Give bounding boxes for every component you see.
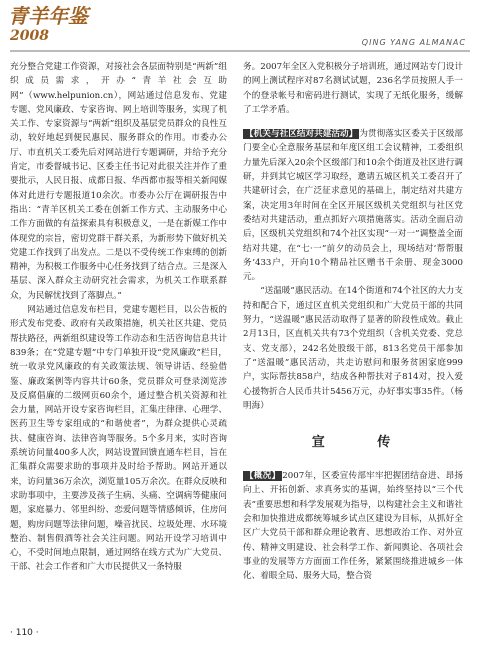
almanac-brand-year: 2008: [10, 28, 49, 44]
section-overview: [243, 469, 463, 583]
section-tag-community: 【机关与社区结对共建活动】: [245, 129, 358, 140]
page-number: · 110 ·: [10, 628, 39, 638]
right-paragraph-1: 务。2007年全区入党积极分子培训班，通过网站专门设计的网上测试程序对87名测试试题，236名学员按照人手一个的登录帐号和密码进行测试，实现了无纸化服务，缓解了工学矛盾。: [243, 62, 463, 115]
header-english-title: QING YANG ALMANAC: [361, 38, 466, 47]
header-rule: [10, 50, 470, 52]
almanac-brand-title: 青羊年鉴: [8, 4, 88, 28]
left-paragraph-2: 网站通过信息发布栏目，党建专题栏目，以公告板的形式发布党委、政府有关政策措施，机关社区共建、党员帮扶路径，两新组织建设等工作动态和生活咨询信息共计839条；在“党建专题”中专门单独开设“党风廉政”栏目，统一收录党风廉政的有关政策法规、领导讲话、经验借鉴、廉政案例等内容共计60条，党员群众可登录浏览涉及反腐倡廉的二级网页60余个，通过整合机关资源和社会力量，网站开设专家咨询栏目，汇集庄律律、心理学、医药卫生等专家组成的“和谐使者”，为群众提供心灵疏扶、健康咨询、法律咨询等服务。5个多月来，实时咨询系统访问量400多人次，网站设置回馈直通车栏目，旨在汇集群众需要求助的事项并及时给予帮助。网站开通以来，访问量36万余次，浏览量105万余次。在群众反映和求助事项中，主要涉及孩子生病、头痛、空调病等健康问题，家庭暴力、邻里纠纷、恋爱问题等情感倾诉，住房问题，购房问题等法律问题，噪音扰民、垃圾处理、水环境整治、制售假酒等社会关注问题。网站开设学习培训中心，不受时间地点限制，通过网络在线方式为广大党员、干部、社会工作者和广大市民提供又一条特服: [10, 305, 227, 573]
left-column: [10, 60, 227, 575]
right-column: [243, 60, 463, 584]
right-paragraph-warmth: “送温暖”惠民活动。在14个街道和74个社区的大力支持和配合下，通过区直机关党组织和广大党员干部的共同努力，“送温暖”惠民活动取得了显著的阶段性成效。截止2月13日，区直机关共有73个党组织（含机关党委、党总支、党支部），242名处股级干部，813名党员干部参加了“送温暖”惠民活动，共走访慰问和服务贫困家庭999户，实际帮扶858户，结成各种帮扶对子814对，投入爱心援物折合人民币共计5456万元，办好事实事35件。（杨明海）: [243, 286, 463, 411]
page-header: [0, 0, 480, 62]
section-community-text: 为贯彻落实区委关于区级部门要全心全意服务基层和年度区组工会议精神，工委组织力量先后深入20余个区级部门和10余个街道及社区进行调研，并到其它城区学习取经，邀请五城区机关工委召开了共建研讨会，在广泛征求意见的基础上，制定结对共建方案，决定用3年时间在全区开展区级机关党组织与社区党委结对共建活动，重点抓好六项措施落实。活动全面启动后，区级机关党组织和74个社区实现“一对一”调整盖全面结对共建，在“七·一”前夕的动员会上，现场结对‘帮帮服务’433户，开向10个精品社区赠书千余册、现金3000元。: [243, 129, 463, 283]
section-overview-text: 2007年，区委宣传部牢牢把握团结奋进、昂扬向上、开拓创新、求真务实的基调，始终坚持以“三个代表”重要思想和科学发展观为指导，以构建社会主义和谐社会和加快推进成都统筹城乡试点区建设为目标，从抓好全区广大党员干部和群众理论教育、思想政治工作、对外宣传、精神文明建设、社会科学工作、新闻舆论、各项社会事业的发展等方方面面工作任务，紧紧围绕推进城乡一体化、着眼全局、服务大局，整合资: [243, 471, 463, 582]
section-tag-overview: 【概况】: [245, 471, 281, 482]
section-community-partnership: [243, 127, 463, 284]
left-paragraph-1: 充分整合党建工作资源，对接社会各层面特别是“两新”组织成员需求，开办“青羊社会互助网”（www.helpunion.cn），网站通过信息发布、党建专题、党风廉政、专家咨询、网上培训等服务，实现了机关工作、专家资源与“两新”组织及基层党员群众的良性互动，较好地起到便民惠民、服务群众的作用。市委办公厅、市直机关工委先后对网站进行专题调研，并给予充分肯定，市委督城书记、区委主任书记对此很关注并作了重要批示，人民日报、成都日报、华西都市报等相关新闻媒体对此进行专题报道10余次。市委办公厅在调研报告中指出：“青羊区机关工委在创新工作方式、主动服务中心工作方面做的有益探索具有积极意义，一是在新媒工作中体现党的宗旨，密切党群干群关系，为新形势下做好机关党建工作找到了出发点。二是以不受传统工作束缚的创新精神，为积极工作服务中心任务找到了结合点。三是深入基层、深入群众主动研究社会需求，为机关工作联系群众，为民解忧找到了落脚点。”: [10, 62, 227, 301]
section-heading-publicity: 宣 传: [311, 435, 415, 451]
